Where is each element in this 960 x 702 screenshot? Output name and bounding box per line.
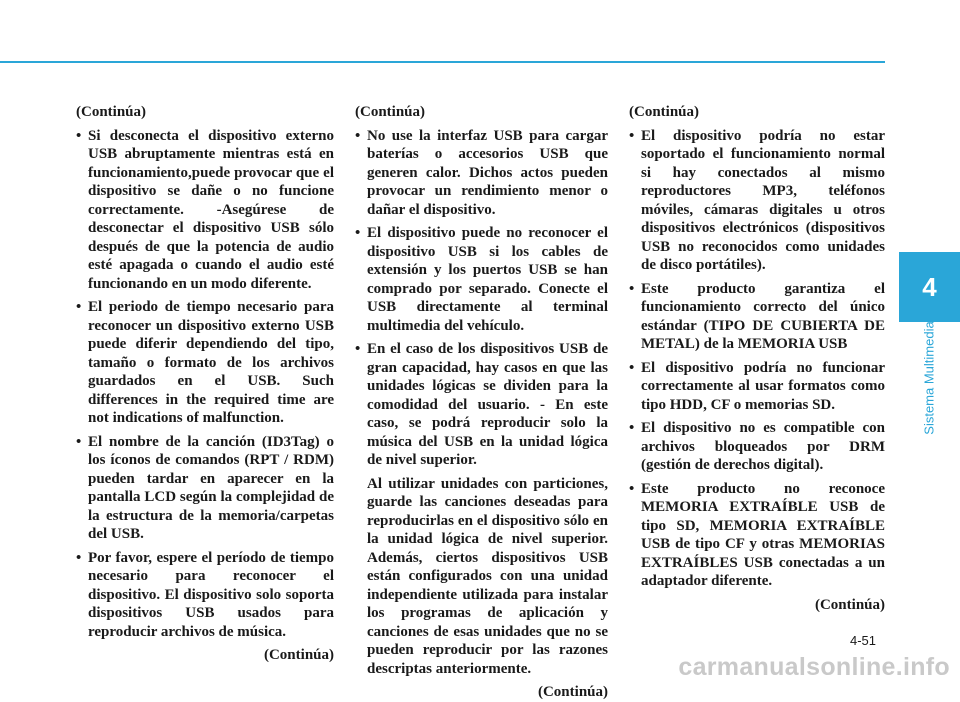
- continued-footer: (Continúa): [263, 647, 334, 663]
- text-column-3: [629, 103, 885, 614]
- bullet-text: • El dispositivo podría no funcionar correctamente al usar formatos como tipo HDD, CF o memorias SD.: [641, 359, 885, 413]
- bullet-item: [629, 480, 885, 591]
- bullet-text: • Si desconecta el dispositivo externo USB abruptamente mientras está en funcionamiento,puede provocar que el dispositivo se dañe o no funcione correctamente. -Asegúrese de desconectar el dispositivo USB sólo después de que la potencia de audio esté apagada o cuando el audio esté funcionando en un modo diferente.: [88, 127, 334, 292]
- bullet-item: [355, 127, 608, 220]
- text-column-2: [355, 103, 608, 702]
- watermark: carmanualsonline.info: [678, 653, 950, 681]
- bullet-item: [629, 127, 885, 275]
- bullet-text: • El dispositivo puede no reconocer el dispositivo USB si los cables de extensión y los puertos USB se han comprado por separado. Conecte el USB directamente al terminal multimedia del vehículo.: [367, 225, 608, 334]
- bullet-text: • El dispositivo no es compatible con archivos bloqueados por DRM (gestión de derechos digital).: [641, 420, 885, 473]
- continued-footer: (Continúa): [537, 684, 608, 700]
- continued-heading: (Continúa): [76, 104, 147, 120]
- bullet-text: • El dispositivo podría no estar soportado el funcionamiento normal si hay conectados al mismo reproductores MP3, teléfonos móviles, cámaras digitales u otros dispositivos electrónicos (dispositivos USB no reconocidos como unidades de disco portátiles).: [641, 127, 885, 273]
- continued-heading: (Continúa): [629, 104, 700, 120]
- header-rule: [0, 61, 885, 63]
- bullet-item: [355, 224, 608, 335]
- bullet-text: • Por favor, espere el período de tiempo necesario para reconocer el dispositivo. El dispositivo solo soporta dispositivos USB usados para reproducir archivos de música.: [88, 549, 334, 640]
- chapter-number: 4: [922, 271, 937, 302]
- bullet-item: [76, 433, 334, 544]
- bullet-item: [355, 340, 608, 470]
- chapter-tab: [899, 252, 960, 322]
- bullet-text: • Este producto no reconoce MEMORIA EXTRAÍBLE USB de tipo SD, MEMORIA EXTRAÍBLE USB de tipo CF y otras MEMORIAS EXTRAÍBLES USB conectadas a un adaptador diferente.: [641, 480, 885, 589]
- bullet-item: [76, 127, 334, 294]
- bullet-item: [76, 549, 334, 642]
- continued-footer: (Continúa): [814, 596, 885, 613]
- bullet-continuation: Al utilizar unidades con particiones, guarde las canciones deseadas para reproducirlas en el dispositivo sólo en la unidad lógica de nivel superior. Además, ciertos dispositivos USB están configurados con una unidad independiente utilizada para instalar los programas de aplicación y canciones de esas unidades que no se pueden reproducir por las razones descriptas anteriormente.: [367, 475, 608, 677]
- bullet-text: • No use la interfaz USB para cargar baterías o accesorios USB que generen calor. Dichos actos pueden provocar un rendimiento menor o dañar el dispositivo.: [367, 127, 608, 218]
- continued-heading: (Continúa): [355, 104, 426, 120]
- chapter-title: Sistema Multimedia: [921, 321, 937, 435]
- bullet-item: [76, 298, 334, 428]
- bullet-item: [629, 419, 885, 475]
- bullet-text: • Este producto garantiza el funcionamiento correcto del único estándar (TIPO DE CUBIERTA DE METAL) de la MEMORIA USB: [641, 280, 885, 352]
- bullet-text: • El nombre de la canción (ID3Tag) o los íconos de comandos (RPT / RDM) pueden tardar en aparecer en la pantalla LCD según la complejidad de la estructura de la memoria/carpetas del USB.: [88, 433, 334, 542]
- bullet-text: • El periodo de tiempo necesario para reconocer un dispositivo externo USB puede diferir dependiendo del tipo, tamaño o formato de los archivos guardados en el USB. Such differences in the required time are not indications of malfunction.: [88, 299, 334, 426]
- text-column-1: [76, 103, 334, 665]
- bullet-item: [629, 280, 885, 354]
- bullet-item: [629, 359, 885, 415]
- page-number: 4-51: [849, 633, 876, 648]
- bullet-text: • En el caso de los dispositivos USB de gran capacidad, hay casos en que las unidades lógicas se dividen para la comodidad del usuario. - En este caso, se podrá reproducir solo la música del USB en la unidad lógica de nivel superior.: [367, 341, 608, 468]
